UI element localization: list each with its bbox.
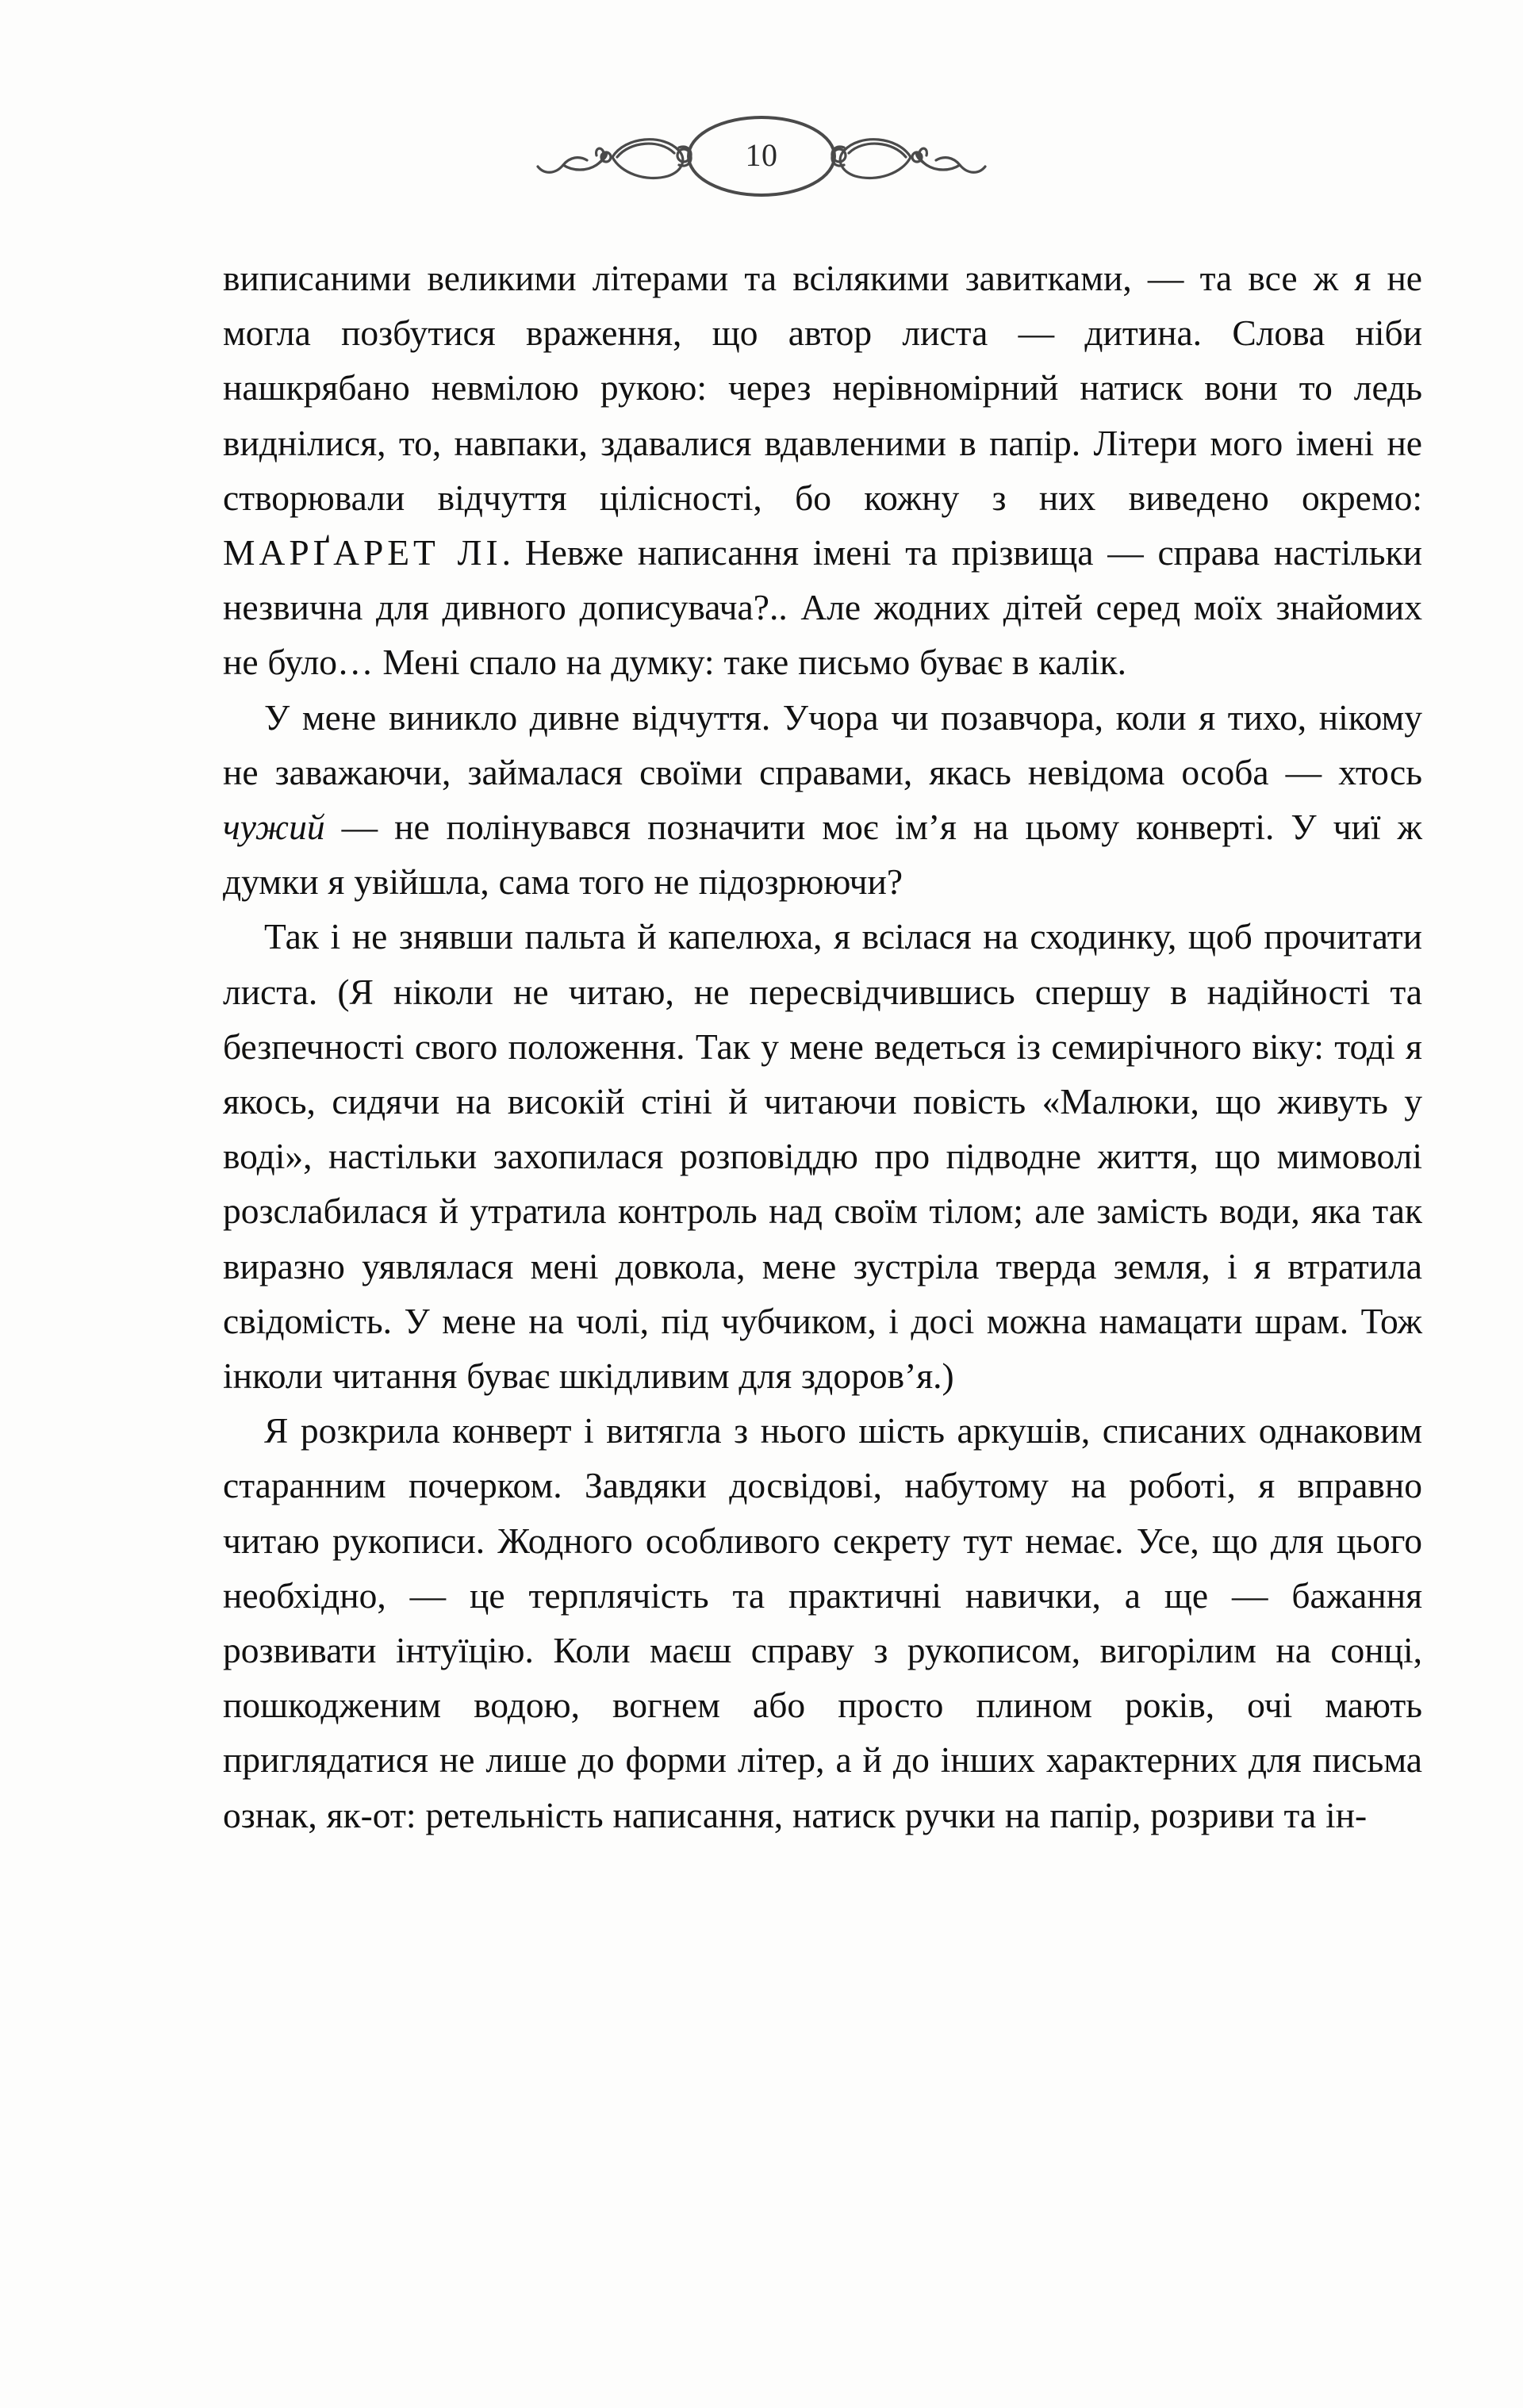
- para-2: У мене виникло дивне відчуття. Учора чи позавчора, коли я тихо, нікому не заважаючи, займалася своїми справами, якась невідома особа — хтось чужий — не полінувався позначити моє ім’я на цьому конверті. У чиї ж думки я увійшла, сама того не підозрюючи?: [223, 696, 1422, 903]
- page-header: [0, 105, 1523, 208]
- folio-ornament: [524, 109, 999, 203]
- para-3: Так і не знявши пальта й капелюха, я всілася на сходинку, щоб прочитати листа. (Я ніколи не читаю, не пересвідчившись спершу в надійності та безпечності свого положення. Так у мене ведеться із семирічного віку: тоді я якось, сидячи на високій стіні й читаючи повість «Малюки, що живуть у воді», настільки захопилася розповіддю про підводне життя, що мимоволі розслабилася й утратила контроль над своїм тілом; але замість води, яка так виразно уявлялася мені довкола, мене зустріла тверда земля, і я втратила свідомість. У мене на чолі, під чубчиком, і досі можна намацати шрам. Тож інколи читання буває шкідливим для здоров’я.): [223, 916, 1422, 1397]
- page-number: 10: [745, 137, 778, 173]
- para-1: виписаними великими літерами та всілякими завитками, — та все ж я не могла позбутися враження, що автор листа — дитина. Слова ніби нашкрябано невмілою рукою: через нерівномірний натиск вони то ледь виднілися, то, навпаки, здавалися вдавленими в папір. Літери мого імені не створювали відчуття цілісності, бо кожну з них виведено окремо: МАРҐАРЕТ ЛІ. Невже написання імені та прізвища — справа настільки незвична для дивного дописувача?.. Але жодних дітей серед моїх знайомих не було… Мені спало на думку: таке письмо буває в калік.: [223, 258, 1422, 683]
- body-text: [223, 251, 1422, 1842]
- letterspaced-name: МАРҐАРЕТ ЛІ: [223, 532, 502, 573]
- emphasis-text: чужий: [223, 807, 325, 848]
- para-4: Я розкрила конверт і витягла з нього шість аркушів, списаних однаковим старанним почерком. Завдяки досвідові, набутому на роботі, я вправно читаю рукописи. Жодного особливого секрету тут немає. Усе, що для цього необхідно, — це терплячість та практичні навички, а ще — бажання розвивати інтуїцію. Коли маєш справу з рукописом, вигорілим на сонці, пошкодженим водою, вогнем або просто плином років, очі мають приглядатися не лише до форми літер, а й до інших характерних для письма ознак, як-от: ретельність написання, натиск ручки на папір, розриви та ін-: [223, 1410, 1422, 1835]
